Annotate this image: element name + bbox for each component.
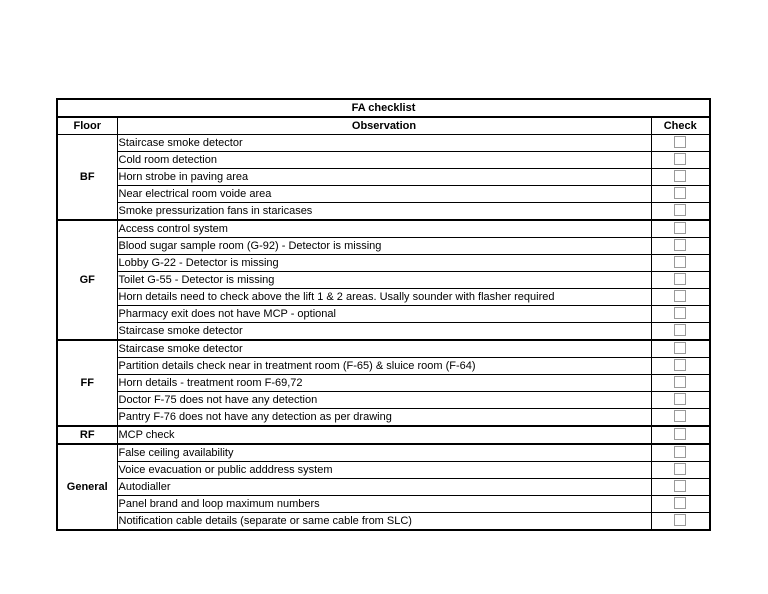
check-cell xyxy=(651,462,710,479)
table-row xyxy=(57,306,710,323)
check-cell xyxy=(651,306,710,323)
table-row xyxy=(57,169,710,186)
floor-cell: FF xyxy=(57,340,117,426)
checkbox[interactable] xyxy=(674,359,686,371)
check-cell xyxy=(651,513,710,531)
checkbox[interactable] xyxy=(674,170,686,182)
checkbox[interactable] xyxy=(674,480,686,492)
check-cell xyxy=(651,323,710,341)
table-row xyxy=(57,358,710,375)
table-row xyxy=(57,220,710,238)
observation-cell: Staircase smoke detector xyxy=(117,135,651,152)
table-row xyxy=(57,238,710,255)
observation-cell: Cold room detection xyxy=(117,152,651,169)
table-row xyxy=(57,444,710,462)
checkbox[interactable] xyxy=(674,290,686,302)
table-row xyxy=(57,426,710,444)
table-row xyxy=(57,392,710,409)
checkbox[interactable] xyxy=(674,307,686,319)
checkbox[interactable] xyxy=(674,410,686,422)
check-cell xyxy=(651,340,710,358)
table-row xyxy=(57,462,710,479)
checkbox[interactable] xyxy=(674,256,686,268)
checkbox[interactable] xyxy=(674,153,686,165)
observation-cell: Staircase smoke detector xyxy=(117,323,651,341)
table-row xyxy=(57,479,710,496)
observation-cell: Pantry F-76 does not have any detection as per drawing xyxy=(117,409,651,427)
table-row xyxy=(57,186,710,203)
check-cell xyxy=(651,496,710,513)
header-observation: Observation xyxy=(117,117,651,135)
check-cell xyxy=(651,392,710,409)
checkbox[interactable] xyxy=(674,222,686,234)
table-row xyxy=(57,409,710,427)
check-cell xyxy=(651,152,710,169)
checkbox[interactable] xyxy=(674,446,686,458)
checkbox[interactable] xyxy=(674,428,686,440)
checkbox[interactable] xyxy=(674,204,686,216)
observation-cell: Notification cable details (separate or same cable from SLC) xyxy=(117,513,651,531)
header-check: Check xyxy=(651,117,710,135)
checkbox[interactable] xyxy=(674,136,686,148)
floor-cell: RF xyxy=(57,426,117,444)
table-row xyxy=(57,340,710,358)
checkbox[interactable] xyxy=(674,463,686,475)
table-row xyxy=(57,513,710,531)
observation-cell: Partition details check near in treatment room (F-65) & sluice room (F-64) xyxy=(117,358,651,375)
table-row xyxy=(57,255,710,272)
observation-cell: Pharmacy exit does not have MCP - optional xyxy=(117,306,651,323)
check-cell xyxy=(651,169,710,186)
checkbox[interactable] xyxy=(674,376,686,388)
checkbox[interactable] xyxy=(674,514,686,526)
checkbox[interactable] xyxy=(674,324,686,336)
check-cell xyxy=(651,444,710,462)
header-floor: Floor xyxy=(57,117,117,135)
check-cell xyxy=(651,272,710,289)
table-row xyxy=(57,272,710,289)
floor-cell: General xyxy=(57,444,117,530)
table-title: FA checklist xyxy=(57,99,710,117)
observation-cell: Horn strobe in paving area xyxy=(117,169,651,186)
check-cell xyxy=(651,409,710,427)
observation-cell: Horn details need to check above the lift 1 & 2 areas. Usally sounder with flasher required xyxy=(117,289,651,306)
observation-cell: Toilet G-55 - Detector is missing xyxy=(117,272,651,289)
observation-cell: Doctor F-75 does not have any detection xyxy=(117,392,651,409)
check-cell xyxy=(651,186,710,203)
checkbox[interactable] xyxy=(674,342,686,354)
table-row xyxy=(57,203,710,221)
table-row xyxy=(57,152,710,169)
checkbox[interactable] xyxy=(674,239,686,251)
floor-cell: GF xyxy=(57,220,117,340)
observation-cell: Lobby G-22 - Detector is missing xyxy=(117,255,651,272)
check-cell xyxy=(651,375,710,392)
check-cell xyxy=(651,479,710,496)
table-row xyxy=(57,375,710,392)
table-row xyxy=(57,323,710,341)
check-cell xyxy=(651,358,710,375)
observation-cell: Smoke pressurization fans in staricases xyxy=(117,203,651,221)
observation-cell: Blood sugar sample room (G-92) - Detector is missing xyxy=(117,238,651,255)
checkbox[interactable] xyxy=(674,393,686,405)
observation-cell: False ceiling availability xyxy=(117,444,651,462)
table-row xyxy=(57,135,710,152)
check-cell xyxy=(651,238,710,255)
observation-cell: Near electrical room voide area xyxy=(117,186,651,203)
observation-cell: Voice evacuation or public adddress system xyxy=(117,462,651,479)
check-cell xyxy=(651,426,710,444)
checkbox[interactable] xyxy=(674,497,686,509)
check-cell xyxy=(651,220,710,238)
table-row xyxy=(57,496,710,513)
observation-cell: Panel brand and loop maximum numbers xyxy=(117,496,651,513)
check-cell xyxy=(651,135,710,152)
check-cell xyxy=(651,289,710,306)
observation-cell: Horn details - treatment room F-69,72 xyxy=(117,375,651,392)
observation-cell: Access control system xyxy=(117,220,651,238)
observation-cell: MCP check xyxy=(117,426,651,444)
check-cell xyxy=(651,255,710,272)
observation-cell: Autodialler xyxy=(117,479,651,496)
checkbox[interactable] xyxy=(674,187,686,199)
fa-checklist-table xyxy=(56,98,711,531)
table-row xyxy=(57,289,710,306)
checklist-body xyxy=(57,135,710,531)
checkbox[interactable] xyxy=(674,273,686,285)
floor-cell: BF xyxy=(57,135,117,221)
observation-cell: Staircase smoke detector xyxy=(117,340,651,358)
check-cell xyxy=(651,203,710,221)
